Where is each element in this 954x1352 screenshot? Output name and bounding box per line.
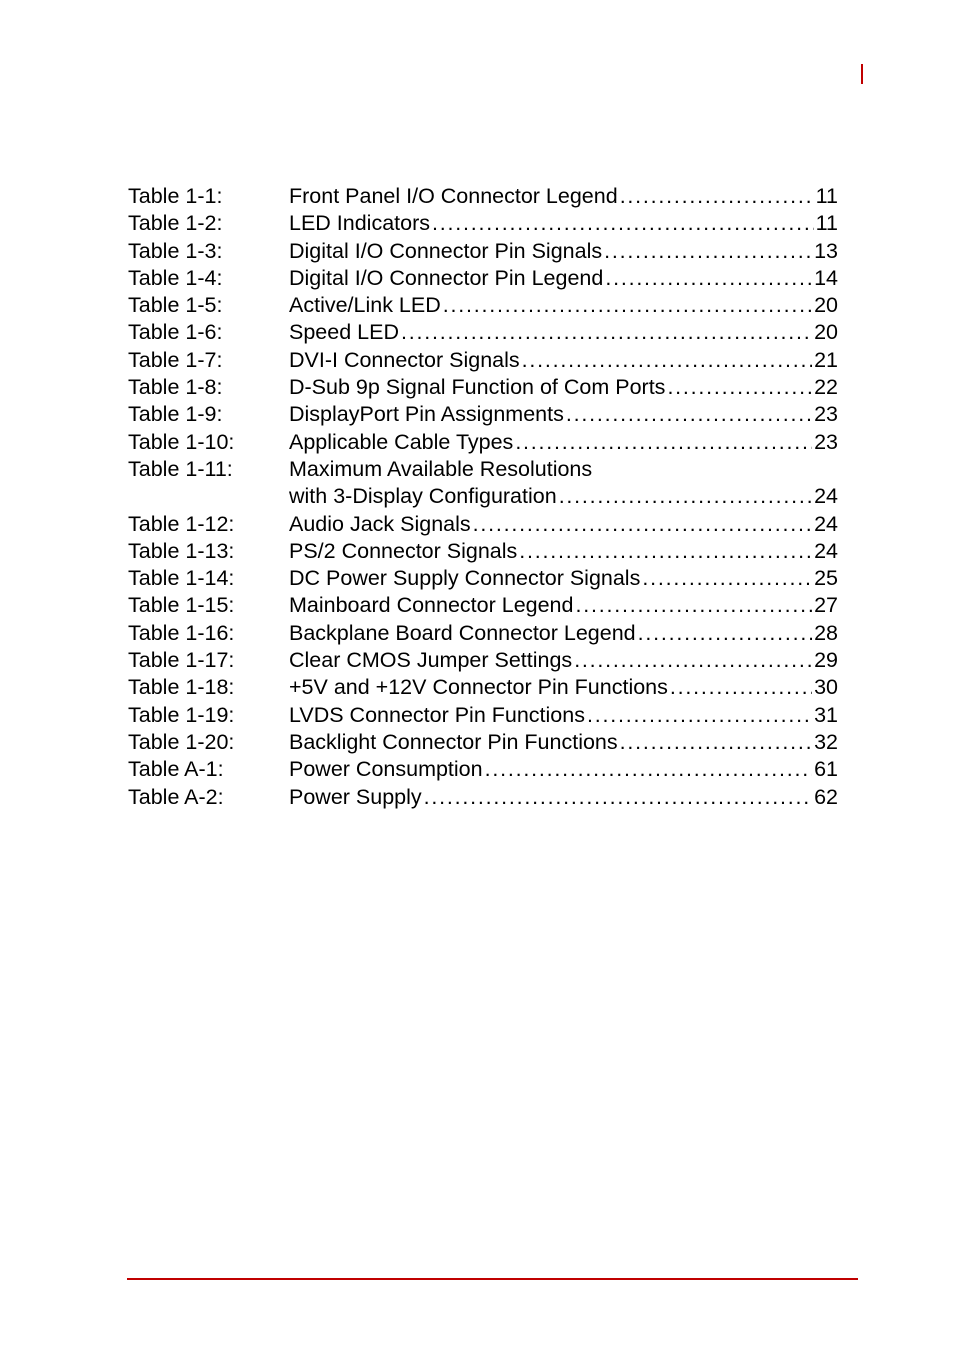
entry-title: with 3-Display Configuration xyxy=(289,484,557,509)
entry-page: 20 xyxy=(814,320,838,345)
toc-entry[interactable] xyxy=(128,674,838,701)
dot-leader xyxy=(638,620,812,647)
toc-entry[interactable] xyxy=(128,183,838,210)
entry-page: 11 xyxy=(815,184,838,208)
entry-page: 14 xyxy=(814,265,838,290)
entry-page: 21 xyxy=(814,347,838,372)
dot-leader xyxy=(432,210,814,237)
toc-entry[interactable] xyxy=(128,702,838,729)
entry-page: 28 xyxy=(814,620,838,645)
entry-title: Digital I/O Connector Pin Legend xyxy=(289,265,604,290)
entry-title: LVDS Connector Pin Functions xyxy=(289,702,585,727)
entry-label: Table 1-12: xyxy=(128,511,235,536)
entry-label: Table 1-3: xyxy=(128,238,223,263)
entry-label: Table 1-20: xyxy=(128,729,235,754)
entry-label: Table 1-14: xyxy=(128,566,235,591)
toc-entry[interactable] xyxy=(128,647,838,674)
entry-title: DC Power Supply Connector Signals xyxy=(289,566,641,591)
entry-title: Applicable Cable Types xyxy=(289,429,514,454)
entry-title: LED Indicators xyxy=(289,211,431,236)
entry-page: 61 xyxy=(814,757,838,782)
entry-label: Table 1-6: xyxy=(128,320,223,345)
toc-entry[interactable] xyxy=(128,210,838,237)
entry-label: Table A-2: xyxy=(128,784,224,809)
entry-title: +5V and +12V Connector Pin Functions xyxy=(289,675,668,700)
list-of-tables xyxy=(128,183,838,811)
entry-title: Mainboard Connector Legend xyxy=(289,593,574,618)
entry-title: D-Sub 9p Signal Function of Com Ports xyxy=(289,375,666,400)
entry-page: 29 xyxy=(814,648,838,673)
entry-title: Audio Jack Signals xyxy=(289,511,471,536)
entry-title: Power Supply xyxy=(289,784,422,809)
toc-entry[interactable] xyxy=(128,401,838,428)
entry-label: Table 1-4: xyxy=(128,265,223,290)
entry-title: Backlight Connector Pin Functions xyxy=(289,729,618,754)
entry-label: Table 1-19: xyxy=(128,702,235,727)
entry-page: 62 xyxy=(814,784,838,809)
dot-leader xyxy=(515,429,812,456)
toc-entry[interactable] xyxy=(128,620,838,647)
dot-leader xyxy=(574,647,812,674)
entry-title: Front Panel I/O Connector Legend xyxy=(289,184,618,208)
entry-label: Table 1-15: xyxy=(128,593,235,618)
dot-leader xyxy=(575,592,812,619)
dot-leader xyxy=(620,729,812,756)
entry-label: Table 1-7: xyxy=(128,347,223,372)
entry-title: Digital I/O Connector Pin Signals xyxy=(289,238,603,263)
dot-leader xyxy=(642,565,812,592)
toc-entry[interactable] xyxy=(128,238,838,265)
entry-label: Table 1-16: xyxy=(128,620,235,645)
dot-leader xyxy=(670,674,812,701)
dot-leader xyxy=(473,511,812,538)
entry-page: 24 xyxy=(814,484,838,509)
toc-entry[interactable] xyxy=(128,784,838,811)
entry-label: Table 1-5: xyxy=(128,293,223,318)
entry-page: 20 xyxy=(814,293,838,318)
entry-title: Speed LED xyxy=(289,320,399,345)
dot-leader xyxy=(605,265,812,292)
entry-label: Table 1-18: xyxy=(128,675,235,700)
entry-label: Table 1-2: xyxy=(128,211,223,236)
toc-entry[interactable] xyxy=(128,374,838,401)
dot-leader xyxy=(443,292,812,319)
toc-entry[interactable] xyxy=(128,511,838,538)
entry-label: Table A-1: xyxy=(128,757,224,782)
entry-label: Table 1-9: xyxy=(128,402,223,427)
dot-leader xyxy=(587,702,812,729)
toc-entry[interactable] xyxy=(128,319,838,346)
entry-title-first-line: Maximum Available Resolutions xyxy=(289,456,593,481)
entry-page: 25 xyxy=(814,566,838,591)
entry-page: 31 xyxy=(814,702,838,727)
entry-page: 27 xyxy=(814,593,838,618)
entry-page: 22 xyxy=(814,375,838,400)
entry-page: 23 xyxy=(814,429,838,454)
entry-page: 24 xyxy=(814,538,838,563)
entry-page: 32 xyxy=(814,729,838,754)
entry-page: 30 xyxy=(814,675,838,700)
entry-label: Table 1-11: xyxy=(128,456,233,481)
entry-label: Table 1-17: xyxy=(128,648,235,673)
dot-leader xyxy=(424,784,812,811)
entry-title: Backplane Board Connector Legend xyxy=(289,620,636,645)
toc-entry[interactable] xyxy=(128,265,838,292)
dot-leader xyxy=(604,238,812,265)
toc-entry[interactable] xyxy=(128,456,838,511)
dot-leader xyxy=(519,538,812,565)
entry-label: Table 1-13: xyxy=(128,538,235,563)
entry-label: Table 1-8: xyxy=(128,375,223,400)
entry-title: Active/Link LED xyxy=(289,293,441,318)
footer-rule xyxy=(127,1278,858,1280)
toc-entry[interactable] xyxy=(128,347,838,374)
toc-entry[interactable] xyxy=(128,429,838,456)
dot-leader xyxy=(667,374,812,401)
dot-leader xyxy=(485,756,812,783)
entry-page: 13 xyxy=(814,238,838,263)
dot-leader xyxy=(566,401,812,428)
toc-entry[interactable] xyxy=(128,292,838,319)
toc-entry[interactable] xyxy=(128,592,838,619)
toc-entry[interactable] xyxy=(128,565,838,592)
entry-title: Power Consumption xyxy=(289,757,483,782)
header-marker xyxy=(861,64,863,84)
toc-entry[interactable] xyxy=(128,729,838,756)
entry-label: Table 1-1: xyxy=(128,184,223,208)
dot-leader xyxy=(620,183,814,210)
entry-page: 24 xyxy=(814,511,838,536)
toc-entry[interactable] xyxy=(128,756,838,783)
dot-leader xyxy=(559,483,812,510)
entry-title: Clear CMOS Jumper Settings xyxy=(289,648,573,673)
entry-page: 11 xyxy=(815,211,838,236)
entry-page: 23 xyxy=(814,402,838,427)
dot-leader xyxy=(522,347,812,374)
dot-leader xyxy=(401,319,812,346)
entry-title: DisplayPort Pin Assignments xyxy=(289,402,564,427)
entry-title: PS/2 Connector Signals xyxy=(289,538,518,563)
entry-title: DVI-I Connector Signals xyxy=(289,347,520,372)
toc-entry[interactable] xyxy=(128,538,838,565)
entry-label: Table 1-10: xyxy=(128,429,235,454)
